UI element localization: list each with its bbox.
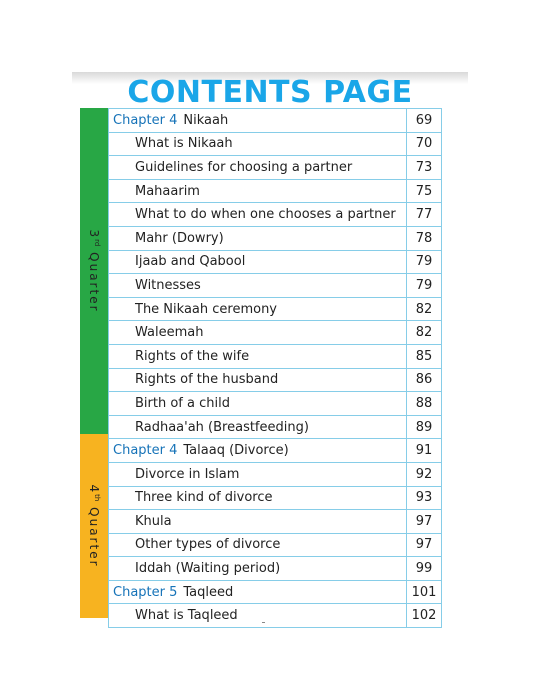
page-number: 69 <box>407 109 442 133</box>
page-number: 70 <box>407 132 442 156</box>
topic-row <box>109 486 442 510</box>
page-number: 79 <box>407 250 442 274</box>
page-number: 91 <box>407 439 442 463</box>
topic-row <box>109 226 442 250</box>
topic-row <box>109 274 442 298</box>
page-number: 82 <box>407 321 442 345</box>
topic-row <box>109 203 442 227</box>
topic-row <box>109 344 442 368</box>
topic-title: Mahaarim <box>109 179 407 203</box>
contents-list <box>108 108 442 628</box>
topic-title: Khula <box>109 510 407 534</box>
chapter-name: Taqleed <box>183 584 234 600</box>
page-number: 82 <box>407 297 442 321</box>
chapter-row <box>109 109 442 133</box>
chapter-number: Chapter 5 <box>113 584 178 600</box>
page-number: 85 <box>407 344 442 368</box>
chapter-name: Nikaah <box>183 112 229 128</box>
topic-row <box>109 250 442 274</box>
topic-title: Waleemah <box>109 321 407 345</box>
topic-row <box>109 297 442 321</box>
topic-title: What is Taqleed <box>109 604 407 628</box>
topic-row <box>109 368 442 392</box>
topic-title: Birth of a child <box>109 392 407 416</box>
topic-title: Iddah (Waiting period) <box>109 557 407 581</box>
page-number: 75 <box>407 179 442 203</box>
chapter-title <box>109 109 407 133</box>
topic-row <box>109 179 442 203</box>
topic-title: Divorce in Islam <box>109 462 407 486</box>
topic-title: Witnesses <box>109 274 407 298</box>
topic-row <box>109 132 442 156</box>
topic-row <box>109 321 442 345</box>
topic-title: Ijaab and Qabool <box>109 250 407 274</box>
page-number: 89 <box>407 415 442 439</box>
topic-title: Mahr (Dowry) <box>109 226 407 250</box>
topic-title: Guidelines for choosing a partner <box>109 156 407 180</box>
chapter-title <box>109 580 407 604</box>
page-number: 78 <box>407 226 442 250</box>
topic-title: Three kind of divorce <box>109 486 407 510</box>
quarter-label-3rd: 3rd Quarter <box>87 229 101 313</box>
chapter-title <box>109 439 407 463</box>
topic-row <box>109 392 442 416</box>
page-number: 73 <box>407 156 442 180</box>
page-title: CONTENTS PAGE <box>127 75 413 110</box>
page-number: 86 <box>407 368 442 392</box>
topic-title: Rights of the husband <box>109 368 407 392</box>
page-number: 101 <box>407 580 442 604</box>
chapter-name: Talaaq (Divorce) <box>183 443 289 459</box>
chapter-row <box>109 580 442 604</box>
topic-row <box>109 462 442 486</box>
quarter-band-4th <box>80 434 108 618</box>
page-number: 93 <box>407 486 442 510</box>
page-number: 88 <box>407 392 442 416</box>
topic-row <box>109 557 442 581</box>
topic-title: Radhaa'ah (Breastfeeding) <box>109 415 407 439</box>
page-number: 97 <box>407 533 442 557</box>
topic-row <box>109 533 442 557</box>
topic-title: What to do when one chooses a partner <box>109 203 407 227</box>
page-number: 97 <box>407 510 442 534</box>
page-number: 92 <box>407 462 442 486</box>
page-number: 102 <box>407 604 442 628</box>
topic-title: Other types of divorce <box>109 533 407 557</box>
page-number: 79 <box>407 274 442 298</box>
quarter-band-3rd <box>80 108 108 434</box>
topic-row <box>109 604 442 628</box>
topic-title: Rights of the wife <box>109 344 407 368</box>
quarter-label-4th: 4th Quarter <box>87 484 101 568</box>
page-number: 99 <box>407 557 442 581</box>
chapter-number: Chapter 4 <box>113 443 178 459</box>
chapter-row <box>109 439 442 463</box>
chapter-number: Chapter 4 <box>113 112 178 128</box>
footer-mark <box>262 622 265 623</box>
page-number: 77 <box>407 203 442 227</box>
topic-row <box>109 415 442 439</box>
topic-row <box>109 510 442 534</box>
topic-title: What is Nikaah <box>109 132 407 156</box>
topic-title: The Nikaah ceremony <box>109 297 407 321</box>
topic-row <box>109 156 442 180</box>
